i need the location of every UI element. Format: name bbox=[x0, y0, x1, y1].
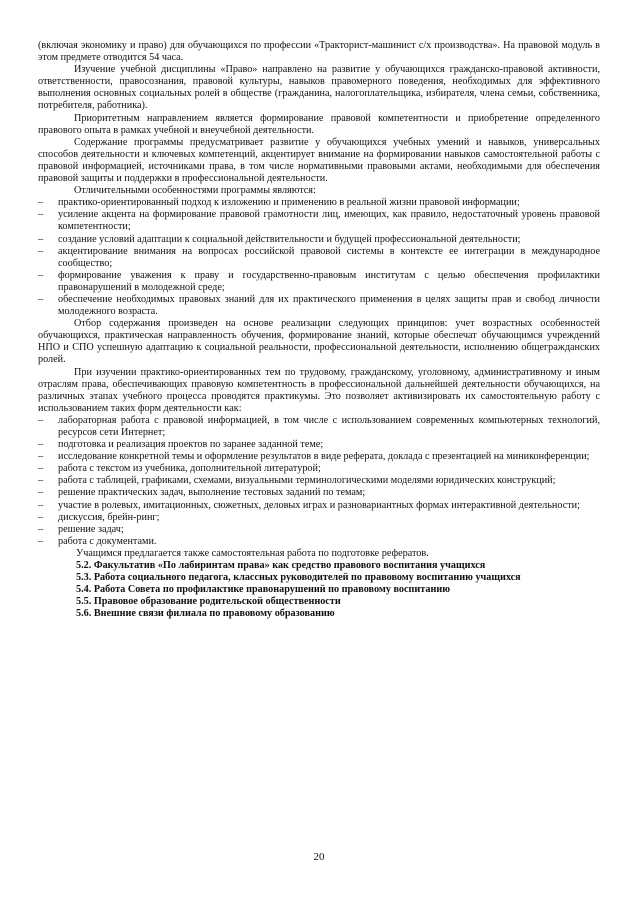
list-item: – дискуссия, брейн-ринг; bbox=[38, 511, 160, 523]
list-item: – работа с таблицей, графиками, схемами, визуальными терминологическими моделями юридических конструкций; bbox=[38, 475, 556, 487]
list-dash: – bbox=[38, 414, 44, 426]
list-dash: – bbox=[38, 499, 44, 511]
list-item: – практико-ориентированный подход к изложению и применению в реальной жизни правовой информации; bbox=[38, 197, 520, 209]
list-item: – решение практических задач, выполнение тестовых заданий по темам; bbox=[38, 487, 366, 499]
list-dash: – bbox=[38, 535, 44, 547]
section-heading-5-6: 5.6. Внешние связи филиала по правовому образованию bbox=[76, 608, 335, 620]
list-dash: – bbox=[38, 233, 44, 245]
paragraph-essays: Учащимся предлагается также самостоятельная работа по подготовке рефератов. bbox=[76, 547, 429, 559]
list-item: – создание условий адаптации к социальной действительности и будущей профессиональной деятельности; bbox=[38, 233, 521, 245]
list-dash: – bbox=[38, 209, 44, 221]
list-dash: – bbox=[38, 245, 44, 257]
list-dash: – bbox=[38, 511, 44, 523]
list-item: – работа с текстом из учебника, дополнительной литературой; bbox=[38, 463, 321, 475]
list-item: – акцентирование внимания на вопросах российской правовой системы в контексте ее интеграции в международное сообщество; bbox=[38, 245, 600, 269]
features-list bbox=[38, 197, 600, 318]
paragraph-study: Изучение учебной дисциплины «Право» направлено на развитие у обучающихся гражданско-правовой активности, ответственности, правосознания, правовой культуры, навыков правомерного поведения, необходимых для эффективного выполнения основных социальных ролей в обществе (гражданина, налогоплательщика, избирателя, члена семьи, собственника, потребителя, работника). bbox=[38, 64, 600, 112]
list-item: – исследование конкретной темы и оформление результатов в виде реферата, доклада с презентацией на миниконференции; bbox=[38, 451, 590, 463]
list-dash: – bbox=[38, 451, 44, 463]
list-item: – формирование уважения к праву и государственно-правовым институтам с целью обеспечения профилактики правонарушений в молодежной среде; bbox=[38, 269, 600, 293]
list-dash: – bbox=[38, 197, 44, 209]
list-item: – обеспечение необходимых правовых знаний для их практического применения в целях защиты прав и свобод личности молодежного возраста. bbox=[38, 293, 600, 318]
paragraph-priority: Приоритетным направлением является формирование правовой компетентности и приобретение определенного правового опыта в рамках учебной и внеучебной деятельности. bbox=[38, 112, 600, 136]
paragraph-selection: Отбор содержания произведен на основе реализации следующих принципов: учет возрастных особенностей обучающихся, практическая направленность обучения, формирование знаний, которые обеспечат обучающимся учреждений НПО и СПО успешную адаптацию к социальной реальности, профессиональной деятельности, исполнению общегражданских ролей. bbox=[38, 318, 600, 366]
paragraph-content: Содержание программы предусматривает развитие у обучающихся учебных умений и навыков, универсальных способов деятельности и ключевых компетенций, акцентирует внимание на формировании навыков самостоятельной работы с правовой информацией, источниками права, в том числе нормативными правовыми актами, необходимыми для обеспечения правовой защиты и поддержки в профессиональной деятельности. bbox=[38, 136, 600, 185]
list-item: – работа с документами. bbox=[38, 535, 157, 547]
activities-list bbox=[38, 415, 600, 548]
list-dash: – bbox=[38, 293, 44, 305]
page-number: 20 bbox=[313, 851, 325, 863]
list-item: – лабораторная работа с правовой информацией, в том числе с использованием современных компьютерных технологий, ресурсов сети Интернет; bbox=[38, 414, 600, 438]
list-dash: – bbox=[38, 475, 44, 487]
list-item: – участие в ролевых, имитационных, сюжетных, деловых играх и разновариантных формах интерактивной деятельности; bbox=[38, 499, 580, 511]
paragraph-features-intro: Отличительными особенностями программы являются: bbox=[74, 185, 316, 197]
list-item: – усиление акцента на формирование правовой грамотности лиц, имеющих, как правило, недостаточный уровень правовой компетентности; bbox=[38, 209, 600, 233]
section-heading-5-4: 5.4. Работа Совета по профилактике правонарушений по правовому воспитанию bbox=[76, 584, 450, 596]
list-dash: – bbox=[38, 487, 44, 499]
section-heading-5-3: 5.3. Работа социального педагога, классных руководителей по правовому воспитанию учащихся bbox=[76, 572, 521, 584]
list-dash: – bbox=[38, 463, 44, 475]
list-item: – подготовка и реализация проектов по заранее заданной теме; bbox=[38, 439, 324, 451]
list-dash: – bbox=[38, 439, 44, 451]
paragraph-practicum: При изучении практико-ориентированных тем по трудовому, гражданскому, уголовному, административному и иным отраслям права, обеспечивающих правовую компетентность в профессиональной дальнейшей деятельности обучающихся, на различных этапах учебного процесса проводятся практикумы. Это позволяет активизировать их самостоятельную работу с использованием таких форм деятельности как: bbox=[38, 366, 600, 414]
list-dash: – bbox=[38, 523, 44, 535]
page-content bbox=[38, 40, 600, 621]
paragraph-intro: (включая экономику и право) для обучающихся по профессии «Тракторист-машинист с/х производства». На правовой модуль в этом предмете отводится 54 часа. bbox=[38, 40, 600, 64]
list-item: – решение задач; bbox=[38, 523, 124, 535]
list-dash: – bbox=[38, 269, 44, 281]
section-heading-5-2: 5.2. Факультатив «По лабиринтам права» как средство правового воспитания учащихся bbox=[76, 560, 486, 572]
section-heading-5-5: 5.5. Правовое образование родительской общественности bbox=[76, 596, 341, 608]
